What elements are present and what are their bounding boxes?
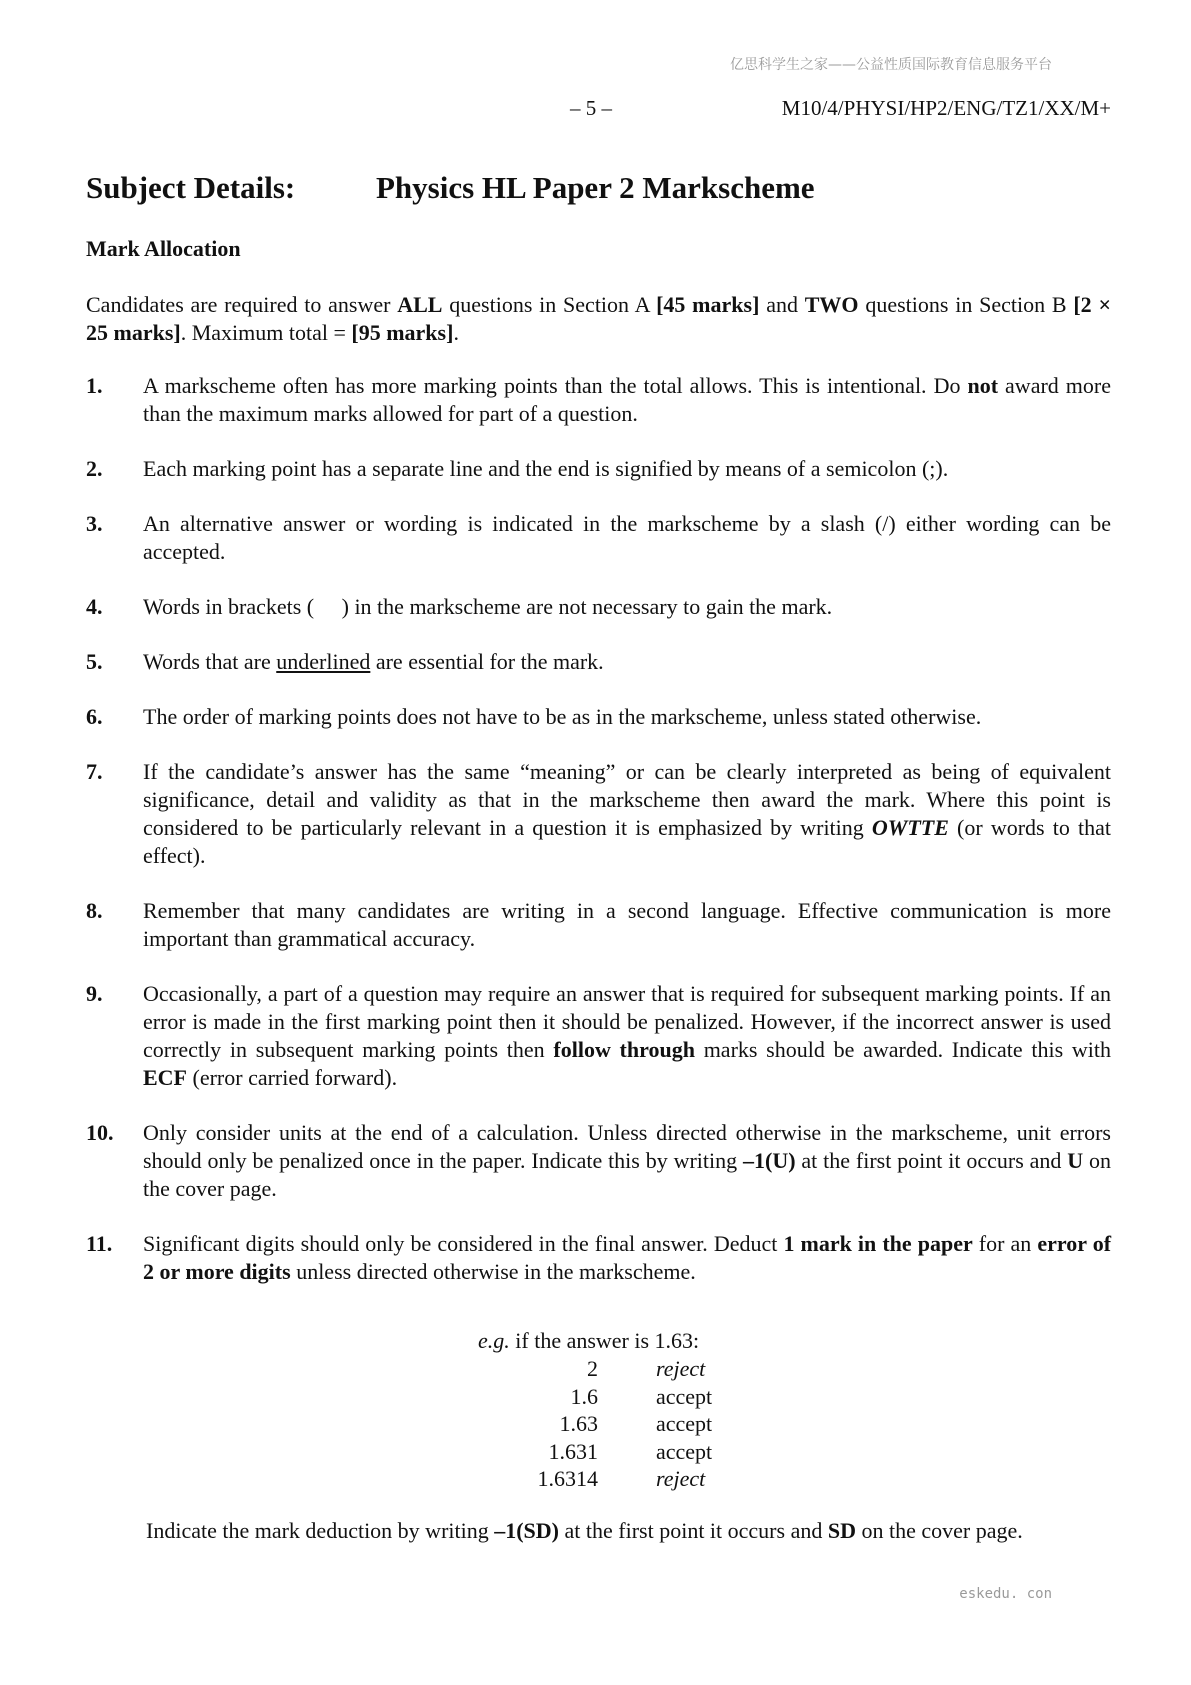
example-value: 1.631: [548, 1438, 598, 1464]
intro-text: and: [759, 292, 805, 317]
list-item: [86, 758, 1111, 870]
list-item: [86, 703, 1111, 731]
watermark-bottom: eskedu. con: [959, 1586, 1052, 1602]
example-row: [478, 1355, 712, 1383]
item-number: 4.: [86, 594, 103, 619]
paper-reference-code: M10/4/PHYSI/HP2/ENG/TZ1/XX/M+: [781, 96, 1111, 120]
list-item: [86, 510, 1111, 566]
intro-text: .: [453, 320, 459, 345]
item-number: 3.: [86, 511, 103, 536]
example-verdict: accept: [656, 1438, 713, 1464]
example-value: 2: [587, 1356, 598, 1381]
intro-text: Candidates are required to answer: [86, 292, 398, 317]
intro-text: questions in Section B: [858, 292, 1074, 317]
example-row: [478, 1438, 712, 1466]
intro-bold: [95 marks]: [351, 320, 454, 345]
intro-bold: [45 marks]: [656, 292, 760, 317]
item-text: An alternative answer or wording is indicated in the markscheme by a slash (/) either wording can be accepted.: [143, 511, 1111, 564]
list-item: [86, 648, 1111, 676]
example-verdict: reject: [656, 1356, 706, 1381]
example-value: 1.63: [559, 1411, 598, 1436]
deduction-note: Indicate the mark deduction by writing –1(SD) at the first point it occurs and SD on the cover page.: [146, 1518, 1023, 1543]
significant-digits-example: [478, 1327, 712, 1493]
intro-paragraph: [86, 291, 1111, 347]
list-item: [86, 1119, 1111, 1203]
example-row: [478, 1383, 712, 1411]
intro-bold: [2 × 25 marks]: [86, 292, 1112, 345]
item-text: Each marking point has a separate line and the end is signified by means of a semicolon (;).: [143, 456, 949, 481]
item-number: 11.: [86, 1231, 113, 1256]
item-number: 9.: [86, 981, 103, 1006]
intro-text: . Maximum total =: [180, 320, 352, 345]
list-item: [86, 897, 1111, 953]
example-verdict: accept: [656, 1383, 713, 1409]
item-number: 8.: [86, 898, 103, 923]
item-text: The order of marking points does not have to be as in the markscheme, unless stated otherwise.: [143, 704, 982, 729]
item-number: 1.: [86, 373, 103, 398]
example-verdict: reject: [656, 1466, 706, 1491]
list-item: [86, 372, 1111, 428]
subject-details: [86, 170, 815, 206]
item-text: Significant digits should only be considered in the final answer. Deduct 1 mark in the paper for an error of 2 or more digits unless directed otherwise in the markscheme.: [143, 1231, 1112, 1284]
subject-label: Subject Details:: [86, 170, 296, 205]
item-text: Words in brackets ( ) in the markscheme are not necessary to gain the mark.: [143, 594, 833, 619]
item-number: 6.: [86, 704, 103, 729]
item-text: Occasionally, a part of a question may require an answer that is required for subsequent marking points. If an error is made in the first marking point then it should be penalized. However, if the incorrect answer is used correctly in subsequent marking points then follow through marks should be awarded. Indicate this with ECF (error carried forward).: [143, 981, 1112, 1090]
example-row: [478, 1465, 712, 1493]
item-text: If the candidate’s answer has the same “meaning” or can be clearly interpreted as being of equivalent significance, detail and validity as that in the markscheme then award the mark. Where this point is considered to be particularly relevant in a question it is emphasized by writing OWTTE (or words to that effect).: [143, 759, 1111, 868]
list-item: [86, 980, 1111, 1092]
list-item: [86, 455, 1111, 483]
example-intro: e.g. if the answer is 1.63:: [478, 1328, 700, 1353]
intro-bold: TWO: [804, 292, 859, 317]
subject-value: Physics HL Paper 2 Markscheme: [376, 170, 815, 205]
example-row: [478, 1410, 712, 1438]
intro-text: questions in Section A: [442, 292, 657, 317]
item-number: 10.: [86, 1120, 114, 1145]
example-value: 1.6314: [537, 1466, 598, 1491]
item-text: Remember that many candidates are writing in a second language. Effective communication is more important than grammatical accuracy.: [143, 898, 1111, 951]
example-verdict: accept: [656, 1411, 713, 1436]
mark-allocation-heading: Mark Allocation: [86, 236, 241, 261]
page-number: – 5 –: [570, 96, 612, 120]
marking-rules-list: [86, 372, 1111, 1313]
item-text: Only consider units at the end of a calculation. Unless directed otherwise in the markscheme, unit errors should only be penalized once in the paper. Indicate this by writing –1(U) at the first point it occurs and U on the cover page.: [143, 1120, 1111, 1201]
intro-bold: ALL: [397, 292, 443, 317]
item-number: 5.: [86, 649, 103, 674]
item-number: 7.: [86, 759, 103, 784]
watermark-top: 亿思科学生之家——公益性质国际教育信息服务平台: [730, 57, 1052, 73]
item-text: Words that are underlined are essential for the mark.: [143, 649, 604, 674]
item-number: 2.: [86, 456, 103, 481]
example-value: 1.6: [570, 1383, 598, 1409]
item-text: A markscheme often has more marking points than the total allows. This is intentional. Do not award more than the maximum marks allowed for part of a question.: [143, 373, 1111, 426]
list-item: [86, 593, 1111, 621]
list-item: [86, 1230, 1111, 1286]
